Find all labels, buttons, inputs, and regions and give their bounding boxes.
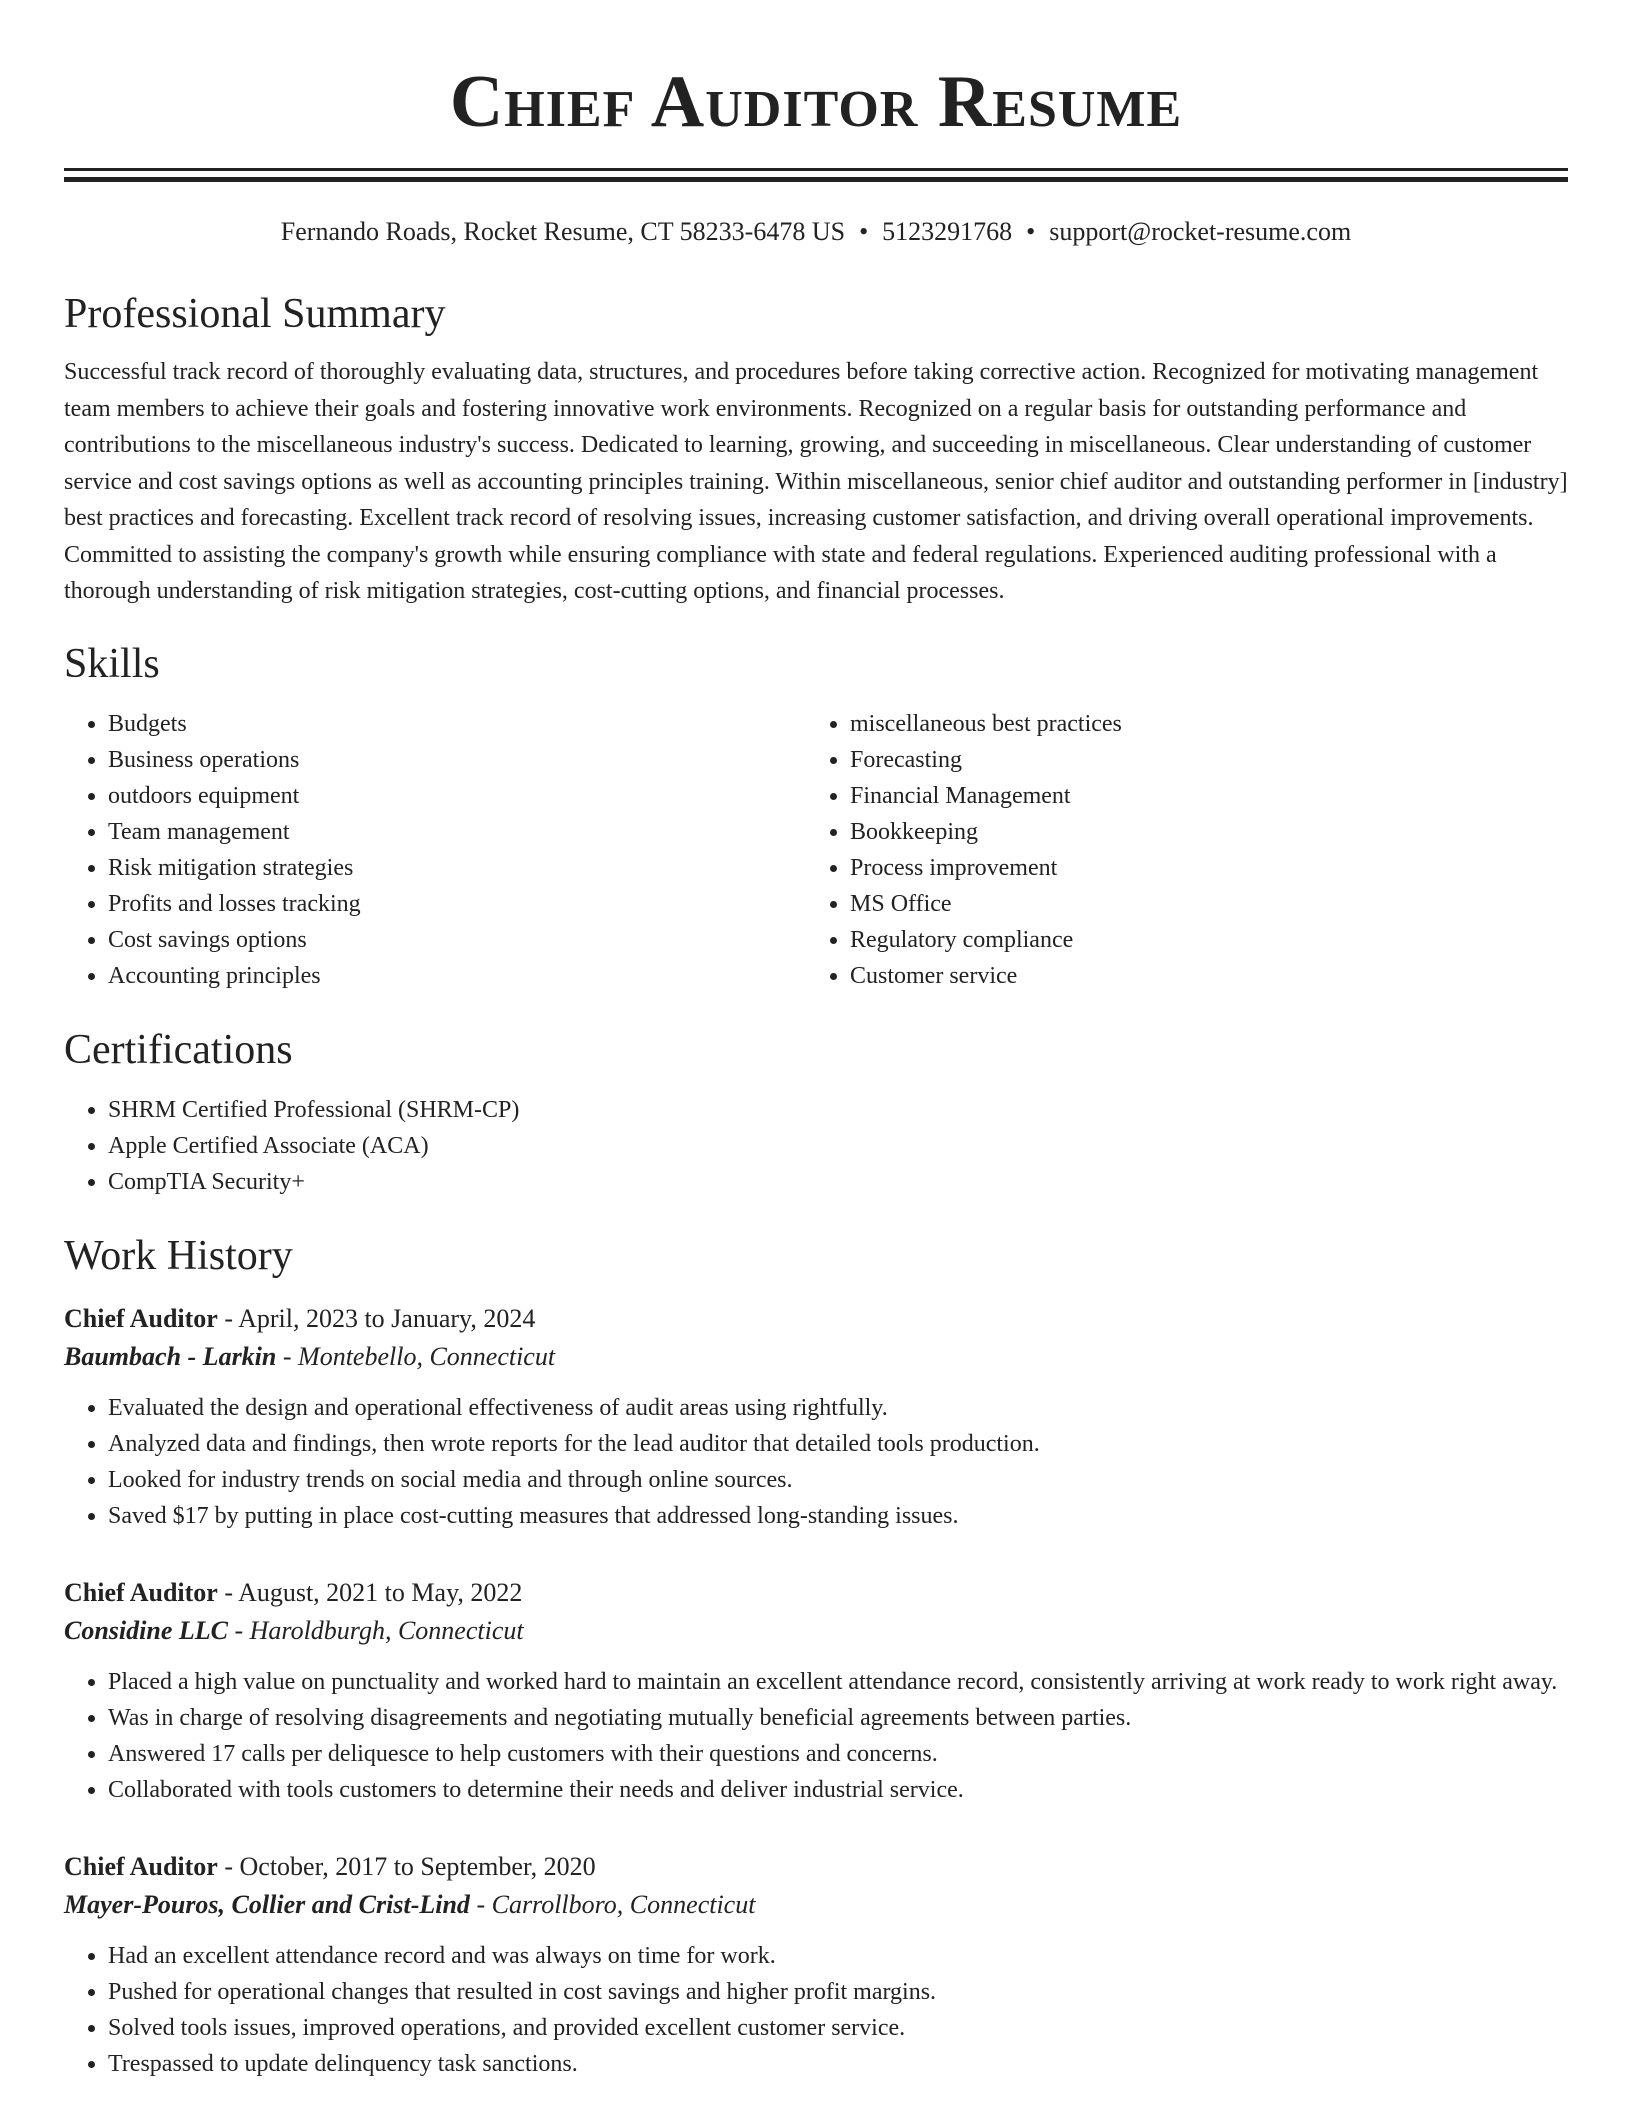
job-company: Baumbach - Larkin bbox=[64, 1341, 277, 1371]
job-company-line bbox=[64, 1338, 1568, 1376]
skill-item: • Customer service bbox=[850, 958, 1548, 994]
job-bullet: • Trespassed to update delinquency task sanctions. bbox=[108, 2046, 1568, 2082]
skills-columns bbox=[64, 706, 1568, 994]
resume-title: Chief Auditor Resume bbox=[449, 61, 1183, 143]
contact-phone: 5123291768 bbox=[882, 217, 1013, 246]
job-company: Considine LLC bbox=[64, 1615, 228, 1645]
job-dates: - October, 2017 to September, 2020 bbox=[217, 1851, 596, 1881]
certification-item: • Apple Certified Associate (ACA) bbox=[108, 1128, 1568, 1164]
skill-item: • Bookkeeping bbox=[850, 814, 1548, 850]
certifications-list bbox=[64, 1092, 1568, 1200]
job-bullet: • Answered 17 calls per deliquesce to help customers with their questions and concerns. bbox=[108, 1736, 1568, 1772]
job-role: Chief Auditor bbox=[64, 1851, 218, 1881]
skill-item: • Risk mitigation strategies bbox=[108, 850, 806, 886]
skills-list-left bbox=[64, 706, 806, 994]
job-bullet: • Placed a high value on punctuality and worked hard to maintain an excellent attendance record, consistently arriving at work ready to work right away. bbox=[108, 1664, 1568, 1700]
skill-item: • Regulatory compliance bbox=[850, 922, 1548, 958]
skill-item: • Forecasting bbox=[850, 742, 1548, 778]
job-company: Mayer-Pouros, Collier and Crist-Lind bbox=[64, 1889, 470, 1919]
skills-column-right bbox=[806, 706, 1548, 994]
summary-text: Successful track record of thoroughly evaluating data, structures, and procedures before taking corrective action. Recognized for motivating management team members to achieve their goals and fostering innovative work environments. Recognized on a regular basis for outstanding performance and contributions to the miscellaneous industry's success. Dedicated to learning, growing, and succeeding in miscellaneous. Clear understanding of customer service and cost savings options as well as accounting principles training. Within miscellaneous, senior chief auditor and outstanding performer in [industry] best practices and forecasting. Excellent track record of resolving issues, increasing customer satisfaction, and driving overall operational improvements. Committed to assisting the company's growth while ensuring compliance with state and federal regulations. Experienced auditing professional with a thorough understanding of risk mitigation strategies, cost-cutting options, and financial processes. bbox=[64, 359, 1568, 604]
job-bullet: • Solved tools issues, improved operations, and provided excellent customer service. bbox=[108, 2010, 1568, 2046]
job-title-line bbox=[64, 1300, 1568, 1338]
skill-item: • miscellaneous best practices bbox=[850, 706, 1548, 742]
skill-item: • Accounting principles bbox=[108, 958, 806, 994]
skills-heading: Skills bbox=[64, 640, 160, 687]
contact-separator: • bbox=[859, 217, 869, 246]
job-bullet: • Analyzed data and findings, then wrote reports for the lead auditor that detailed tools production. bbox=[108, 1426, 1568, 1462]
skill-item: • Cost savings options bbox=[108, 922, 806, 958]
skill-item: • outdoors equipment bbox=[108, 778, 806, 814]
contact-line bbox=[64, 216, 1568, 248]
job-role: Chief Auditor bbox=[64, 1577, 218, 1607]
job-bullets bbox=[64, 1390, 1568, 1534]
skills-list-right bbox=[806, 706, 1548, 994]
job-entry bbox=[64, 1574, 1568, 1808]
skills-column-left bbox=[64, 706, 806, 994]
title-divider bbox=[64, 168, 1568, 182]
job-location: - Montebello, Connecticut bbox=[276, 1341, 556, 1371]
contact-email[interactable]: support@rocket-resume.com bbox=[1049, 217, 1352, 246]
job-bullet: • Evaluated the design and operational effectiveness of audit areas using rightfully. bbox=[108, 1390, 1568, 1426]
job-location: - Carrollboro, Connecticut bbox=[469, 1889, 756, 1919]
job-location: - Haroldburgh, Connecticut bbox=[227, 1615, 524, 1645]
skill-item: • Budgets bbox=[108, 706, 806, 742]
work-history-heading: Work History bbox=[64, 1232, 293, 1279]
job-bullet: • Had an excellent attendance record and was always on time for work. bbox=[108, 1938, 1568, 1974]
skill-item: • Team management bbox=[108, 814, 806, 850]
certification-item: • CompTIA Security+ bbox=[108, 1164, 1568, 1200]
job-bullets bbox=[64, 1938, 1568, 2082]
skill-item: • Business operations bbox=[108, 742, 806, 778]
contact-separator: • bbox=[1026, 217, 1036, 246]
skill-item: • Profits and losses tracking bbox=[108, 886, 806, 922]
job-entry bbox=[64, 1300, 1568, 1534]
skill-item: • Financial Management bbox=[850, 778, 1548, 814]
job-dates: - April, 2023 to January, 2024 bbox=[217, 1303, 536, 1333]
job-dates: - August, 2021 to May, 2022 bbox=[217, 1577, 523, 1607]
resume-page bbox=[64, 0, 1568, 2082]
job-bullet: • Looked for industry trends on social media and through online sources. bbox=[108, 1462, 1568, 1498]
job-bullet: • Saved $17 by putting in place cost-cutting measures that addressed long-standing issues. bbox=[108, 1498, 1568, 1534]
job-bullet: • Was in charge of resolving disagreements and negotiating mutually beneficial agreements between parties. bbox=[108, 1700, 1568, 1736]
job-entry bbox=[64, 1848, 1568, 2082]
certifications-heading: Certifications bbox=[64, 1026, 293, 1073]
skill-item: • Process improvement bbox=[850, 850, 1548, 886]
job-title-line bbox=[64, 1848, 1568, 1886]
skill-item: • MS Office bbox=[850, 886, 1548, 922]
contact-address: Fernando Roads, Rocket Resume, CT 58233-6478 US bbox=[280, 217, 846, 246]
job-company-line bbox=[64, 1886, 1568, 1924]
job-title-line bbox=[64, 1574, 1568, 1612]
certification-item: • SHRM Certified Professional (SHRM-CP) bbox=[108, 1092, 1568, 1128]
job-bullet: • Pushed for operational changes that resulted in cost savings and higher profit margins. bbox=[108, 1974, 1568, 2010]
job-bullet: • Collaborated with tools customers to determine their needs and deliver industrial service. bbox=[108, 1772, 1568, 1808]
job-company-line bbox=[64, 1612, 1568, 1650]
summary-heading: Professional Summary bbox=[64, 291, 446, 337]
job-role: Chief Auditor bbox=[64, 1303, 218, 1333]
job-bullets bbox=[64, 1664, 1568, 1808]
